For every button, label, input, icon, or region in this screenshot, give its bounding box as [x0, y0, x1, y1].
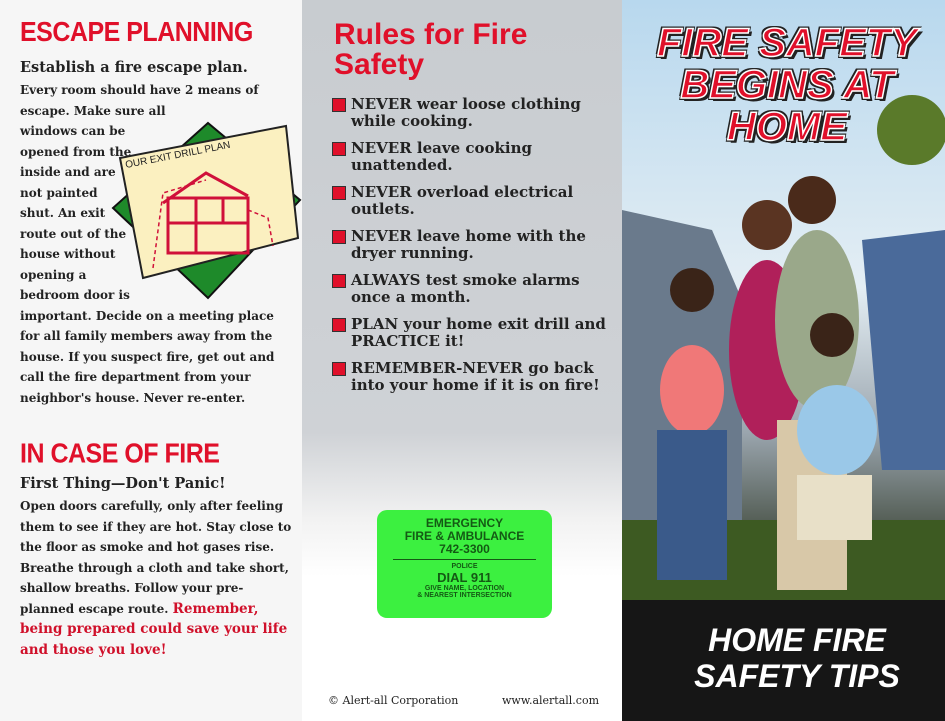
plan-label: OUR EXIT DRILL PLAN: [124, 139, 232, 171]
rules-heading: Rules for Fire Safety: [334, 18, 528, 81]
square-bullet-icon: [332, 274, 346, 288]
cover-subtitle: HOME FIRE SAFETY TIPS: [694, 622, 900, 694]
square-bullet-icon: [332, 318, 346, 332]
escape-heading: ESCAPE PLANNING: [20, 16, 253, 48]
emergency-label: EMERGENCY: [425, 516, 504, 530]
rule-text: ALWAYS test smoke alarms once a month.: [351, 271, 580, 306]
fire-ambulance-number: 742-3300: [439, 542, 490, 556]
website: www.alertall.com: [502, 694, 600, 707]
rule-text: PLAN your home exit drill and PRACTICE it!: [351, 315, 606, 350]
rule-text: REMEMBER-NEVER go back into your home if it is on fire!: [351, 359, 600, 394]
police-label: POLICE: [451, 563, 478, 570]
instructions-line-1: GIVE NAME, LOCATION: [424, 585, 505, 592]
escape-text-bottom: important. Decide on a meeting place for all family members away from the house. If you suspect fire, get out and call the fire department from your neighbor's house. Never re-enter.: [20, 308, 275, 405]
divider: [393, 559, 536, 560]
escape-panel: [0, 0, 302, 721]
square-bullet-icon: [332, 142, 346, 156]
rule-item: [332, 316, 617, 350]
fire-subheading: First Thing—Don't Panic!: [20, 475, 226, 492]
exit-drill-plan-illustration: [108, 118, 304, 303]
fire-text-main: Open doors carefully, only after feeling them to see if they are hot. Stay close to the floor as smoke and hot gases rise. Breathe through a cloth and take short, shallow breaths. Follow your pre-planned escape route.: [20, 499, 292, 616]
escape-subheading: Establish a fire escape plan.: [20, 59, 248, 76]
rule-item: [332, 96, 617, 130]
escape-text-narrow: windows can be opened from the inside and are not painted shut. An exit route out of the house without opening a bedroom door is: [20, 124, 132, 302]
copyright: © Alert-all Corporation: [328, 694, 459, 707]
rule-item: [332, 140, 617, 174]
instructions-line-2: & NEAREST INTERSECTION: [417, 592, 512, 599]
fire-text: [20, 496, 294, 660]
rule-item: [332, 184, 617, 218]
square-bullet-icon: [332, 186, 346, 200]
fire-ambulance-label: FIRE & AMBULANCE: [404, 529, 525, 543]
rules-panel: [302, 0, 622, 721]
cover-title: FIRE SAFETY BEGINS AT HOME: [656, 21, 918, 149]
cover-panel: [622, 0, 945, 721]
police-number: DIAL 911: [437, 570, 492, 585]
square-bullet-icon: [332, 362, 346, 376]
fire-text-highlight: Remember, being prepared could save your life and those you love!: [20, 600, 288, 658]
escape-text-top: Every room should have 2 means of escape. Make sure all: [20, 83, 259, 118]
rule-text: NEVER wear loose clothing while cooking.: [351, 95, 581, 130]
rule-text: NEVER leave cooking unattended.: [351, 139, 532, 174]
fire-heading: IN CASE OF FIRE: [20, 438, 220, 470]
square-bullet-icon: [332, 98, 346, 112]
rules-list: [332, 96, 617, 404]
emergency-sticker: [377, 510, 552, 618]
rule-text: NEVER leave home with the dryer running.: [351, 227, 586, 262]
rule-item: [332, 272, 617, 306]
rule-item: [332, 360, 617, 394]
square-bullet-icon: [332, 230, 346, 244]
rule-item: [332, 228, 617, 262]
rule-text: NEVER overload electrical outlets.: [351, 183, 574, 218]
